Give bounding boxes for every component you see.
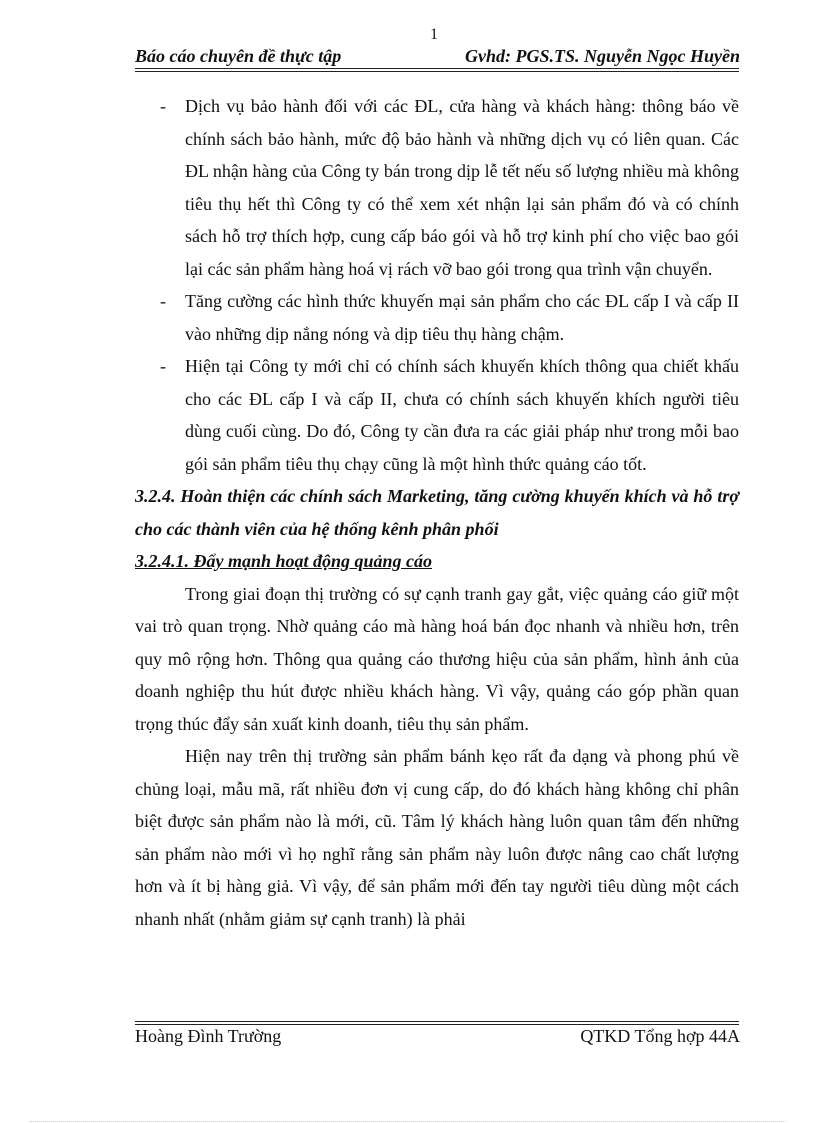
footer-class: QTKD Tổng hợp 44A xyxy=(580,1026,740,1046)
footer-author: Hoàng Đình Trường xyxy=(135,1026,282,1046)
bullet-marker: - xyxy=(160,291,166,311)
bullet-marker: - xyxy=(160,356,166,376)
header-report-title: Báo cáo chuyên đề thực tập xyxy=(135,46,342,66)
bullet-text: Dịch vụ bảo hành đối với các ĐL, cửa hàng và khách hàng: thông báo về chính sách bảo hành, mức độ bảo hành và những dịch vụ có liên quan. Các ĐL nhận hàng của Công ty bán trong dịp lễ tết nếu số lượng nhiều mà không tiêu thụ hết thì Công ty có thể xem xét nhận lại sản phẩm đó và có chính sách hỗ trợ thích hợp, cung cấp báo gói và hỗ trợ kinh phí cho việc bao gói lại các sản phẩm hàng hoá vị rách vỡ bao gói trong qua trình vận chuyển. xyxy=(185,96,739,279)
bullet-marker: - xyxy=(160,96,166,116)
body-paragraph: Trong giai đoạn thị trường có sự cạnh tranh gay gắt, việc quảng cáo giữ một vai trò quan trọng. Nhờ quảng cáo mà hàng hoá bán đọc nhanh và nhiều hơn, trên quy mô rộng hơn. Thông qua quảng cáo thương hiệu của sản phẩm, hình ảnh của doanh nghiệp thu hút được nhiều khách hàng. Vì vậy, quảng cáo góp phần quan trọng thúc đẩy sản xuất kinh doanh, tiêu thụ sản phẩm. xyxy=(135,583,739,734)
bullet-item xyxy=(135,350,739,480)
bullet-text: Hiện tại Công ty mới chỉ có chính sách khuyến khích thông qua chiết khấu cho các ĐL cấp I và cấp II, chưa có chính sách khuyến khích người tiêu dùng cuối cùng. Do đó, Công ty cần đưa ra các giải pháp như trong mỗi bao gói sản phẩm tiêu thụ chạy cũng là một hình thức quảng cáo tốt. xyxy=(185,356,739,474)
page-number: 1 xyxy=(430,26,438,43)
page-edge xyxy=(30,1121,786,1122)
header-divider xyxy=(135,68,739,69)
header-supervisor: Gvhd: PGS.TS. Nguyễn Ngọc Huyền xyxy=(465,46,740,66)
bullet-item xyxy=(135,285,739,350)
bullet-item xyxy=(135,90,739,285)
footer-divider xyxy=(135,1024,739,1025)
footer-divider xyxy=(135,1021,739,1022)
body-paragraph: Hiện nay trên thị trường sản phẩm bánh kẹo rất đa dạng và phong phú về chủng loại, mẫu mã, rất nhiều đơn vị cung cấp, do đó khách hàng không chỉ phân biệt được sản phẩm nào là mới, cũ. Tâm lý khách hàng luôn quan tâm đến những sản phẩm nào mới vì họ nghĩ rằng sản phẩm này luôn được nâng cao chất lượng hơn và ít bị hàng giả. Vì vậy, để sản phẩm mới đến tay người tiêu dùng một cách nhanh nhất (nhằm giảm sự cạnh tranh) là phải xyxy=(135,746,739,929)
header-divider xyxy=(135,71,739,72)
subsection-heading: 3.2.4.1. Đẩy mạnh hoạt động quảng cáo xyxy=(135,551,433,571)
bullet-text: Tăng cường các hình thức khuyến mại sản phẩm cho các ĐL cấp I và cấp II vào những dịp nắng nóng và dịp tiêu thụ hàng chậm. xyxy=(185,291,739,344)
document-body xyxy=(135,90,739,935)
section-heading: 3.2.4. Hoàn thiện các chính sách Marketing, tăng cường khuyến khích và hỗ trợ cho các thành viên của hệ thống kênh phân phối xyxy=(135,486,739,539)
